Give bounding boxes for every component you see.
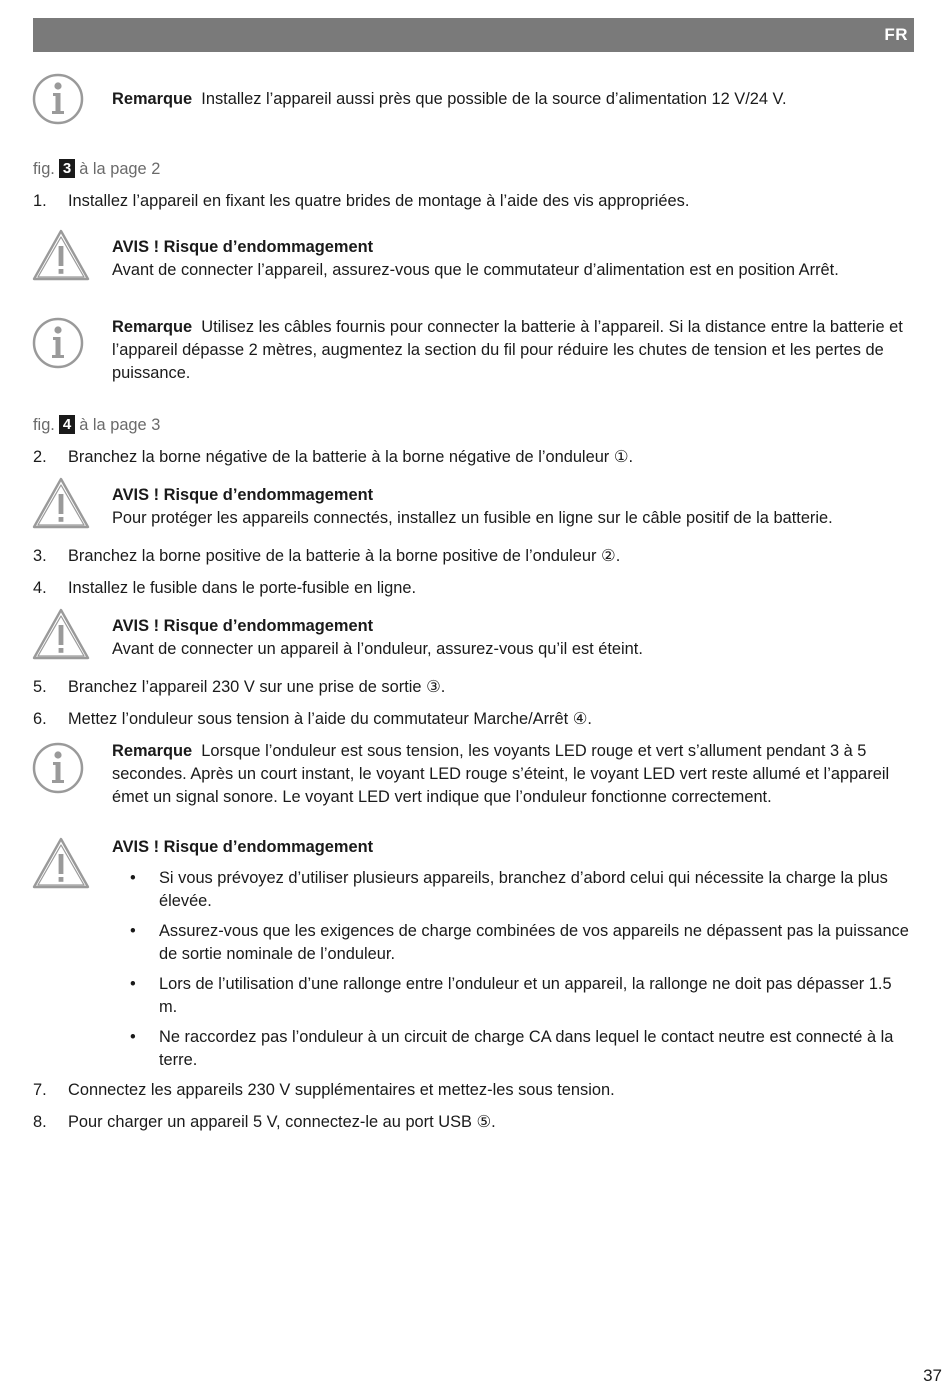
warning-triangle-icon: [31, 476, 91, 530]
step-text: Branchez l’appareil 230 V sur une prise de sortie ③.: [68, 678, 446, 696]
note-led: [112, 740, 914, 809]
list-item: [130, 1026, 914, 1072]
fig-prefix: fig.: [33, 416, 55, 434]
note-label: Remarque: [112, 318, 193, 336]
warning-body: Avant de connecter un appareil à l’onduleur, assurez-vous qu’il est éteint.: [112, 640, 643, 658]
note-installation: [112, 88, 914, 111]
list-item-text: Ne raccordez pas l’onduleur à un circuit de charge CA dans lequel le contact neutre est connecté à la terre.: [159, 1028, 894, 1069]
warning-triangle-icon: [31, 836, 91, 890]
note-label: Remarque: [112, 742, 193, 760]
warning-title: AVIS ! Risque d’endommagement: [112, 838, 374, 856]
page-number: 37: [923, 1366, 942, 1385]
note-label: Remarque: [112, 90, 193, 108]
step-text: Pour charger un appareil 5 V, connectez-le au port USB ⑤.: [68, 1113, 496, 1131]
step-number: 6.: [33, 710, 47, 728]
note-body: Utilisez les câbles fournis pour connecter la batterie à l’appareil. Si la distance entre la batterie et l’appareil dépasse 2 mètres, augmentez la section du fil pour réduire les chutes de tension et les pertes de puissance.: [112, 318, 903, 382]
list-item: [130, 867, 914, 913]
list-item-text: Lors de l’utilisation d’une rallonge entre l’onduleur et un appareil, la rallonge ne doit pas dépasser 1.5 m.: [159, 975, 892, 1016]
bullet-glyph: •: [130, 1028, 136, 1046]
step-text: Connectez les appareils 230 V supplémentaires et mettez-les sous tension.: [68, 1081, 615, 1099]
warning-triangle-icon: [31, 228, 91, 282]
step-text: Mettez l’onduleur sous tension à l’aide du commutateur Marche/Arrêt ④.: [68, 710, 592, 728]
warning-bullet-list: [130, 867, 914, 1079]
bullet-glyph: •: [130, 922, 136, 940]
info-icon: [32, 73, 84, 125]
figure-reference: [33, 158, 160, 180]
fig-suffix: à la page 2: [79, 160, 161, 178]
language-label: FR: [884, 25, 908, 44]
info-icon: [32, 742, 84, 794]
note-body: Installez l’appareil aussi près que possible de la source d’alimentation 12 V/24 V.: [201, 90, 787, 108]
list-item-text: Assurez-vous que les exigences de charge combinées de vos appareils ne dépassent pas la puissance de sortie nominale de l’onduleur.: [159, 922, 909, 963]
warning-damage: [112, 236, 914, 282]
warning-title: AVIS ! Risque d’endommagement: [112, 486, 374, 504]
list-item: [130, 920, 914, 966]
step-text: Branchez la borne positive de la batterie à la borne positive de l’onduleur ②.: [68, 547, 621, 565]
step-number: 2.: [33, 448, 47, 466]
warning-damage: [112, 484, 914, 530]
figure-reference: [33, 414, 160, 436]
warning-title: AVIS ! Risque d’endommagement: [112, 617, 374, 635]
warning-title: AVIS ! Risque d’endommagement: [112, 238, 374, 256]
bullet-glyph: •: [130, 975, 136, 993]
warning-triangle-icon: [31, 607, 91, 661]
step-number: 1.: [33, 192, 47, 210]
fig-number: 3: [59, 159, 75, 178]
header-bar: [33, 18, 914, 52]
info-icon: [32, 317, 84, 369]
step-text: Installez le fusible dans le porte-fusible en ligne.: [68, 579, 417, 597]
warning-damage: [112, 836, 914, 859]
step-number: 8.: [33, 1113, 47, 1131]
step-number: 3.: [33, 547, 47, 565]
step-number: 5.: [33, 678, 47, 696]
note-body: Lorsque l’onduleur est sous tension, les voyants LED rouge et vert s’allument pendant 3 à 5 secondes. Après un court instant, le voyant LED rouge s’éteint, le voyant LED vert reste allumé et l’appareil émet un signal sonore. Le voyant LED vert indique que l’onduleur fonctionne correctement.: [112, 742, 890, 806]
list-item: [130, 973, 914, 1019]
note-cables: [112, 316, 914, 385]
warning-body: Avant de connecter l’appareil, assurez-vous que le commutateur d’alimentation est en position Arrêt.: [112, 261, 839, 279]
step-number: 4.: [33, 579, 47, 597]
warning-body: Pour protéger les appareils connectés, installez un fusible en ligne sur le câble positif de la batterie.: [112, 509, 833, 527]
step-number: 7.: [33, 1081, 47, 1099]
fig-number: 4: [59, 415, 75, 434]
fig-prefix: fig.: [33, 160, 55, 178]
bullet-glyph: •: [130, 869, 136, 887]
step-text: Branchez la borne négative de la batterie à la borne négative de l’onduleur ①.: [68, 448, 634, 466]
step-text: Installez l’appareil en fixant les quatre brides de montage à l’aide des vis appropriées.: [68, 192, 690, 210]
fig-suffix: à la page 3: [79, 416, 161, 434]
list-item-text: Si vous prévoyez d’utiliser plusieurs appareils, branchez d’abord celui qui nécessite la charge la plus élevée.: [159, 869, 888, 910]
warning-damage: [112, 615, 914, 661]
